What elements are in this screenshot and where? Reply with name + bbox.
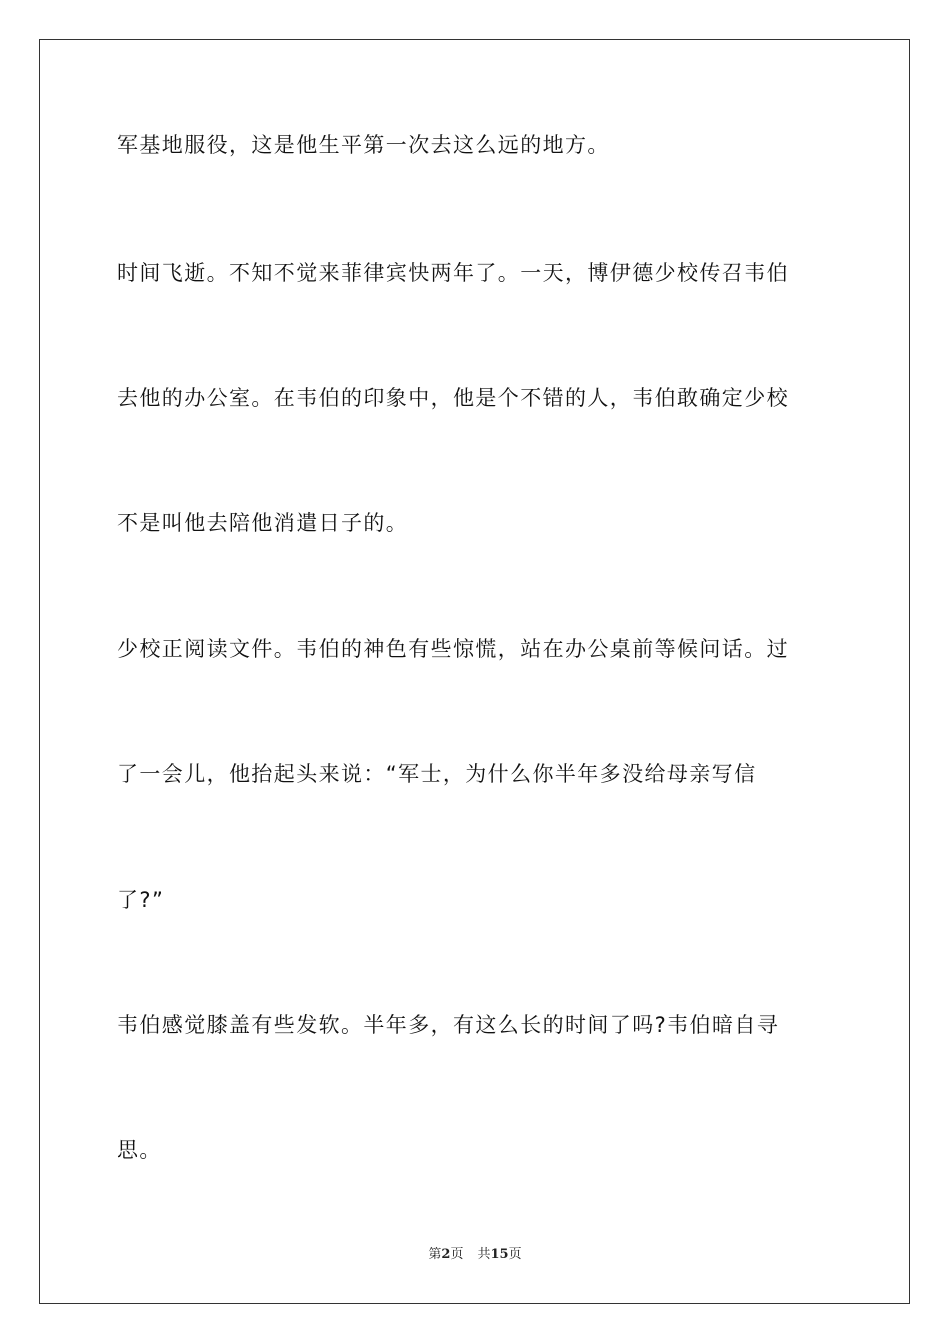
- total-prefix: 共: [477, 1247, 491, 1262]
- text-line-3: 去他的办公室。在韦伯的印象中，他是个不错的人，韦伯敢确定少校: [117, 386, 789, 410]
- text-line-5: 少校正阅读文件。韦伯的神色有些惊慌，站在办公桌前等候问话。过: [117, 637, 789, 661]
- text-line-2: 时间飞逝。不知不觉来菲律宾快两年了。一天，博伊德少校传召韦伯: [117, 261, 789, 285]
- text-line-6: 了一会儿，他抬起头来说：“军士，为什么你半年多没给母亲写信: [117, 762, 757, 786]
- page-footer: [0, 1246, 950, 1264]
- text-line-8: 韦伯感觉膝盖有些发软。半年多，有这么长的时间了吗?韦伯暗自寻: [117, 1013, 780, 1037]
- page-prefix: 第: [428, 1247, 442, 1262]
- total-suffix: 页: [508, 1247, 522, 1262]
- text-line-7: 了?”: [117, 888, 165, 912]
- page-suffix: 页: [450, 1247, 464, 1262]
- page-border: [39, 39, 910, 1304]
- text-line-1: 军基地服役，这是他生平第一次去这么远的地方。: [117, 133, 610, 157]
- page-number: 2: [441, 1247, 451, 1262]
- total-pages: 15: [490, 1247, 509, 1262]
- text-line-4: 不是叫他去陪他消遣日子的。: [117, 511, 409, 535]
- text-line-9: 思。: [117, 1138, 162, 1162]
